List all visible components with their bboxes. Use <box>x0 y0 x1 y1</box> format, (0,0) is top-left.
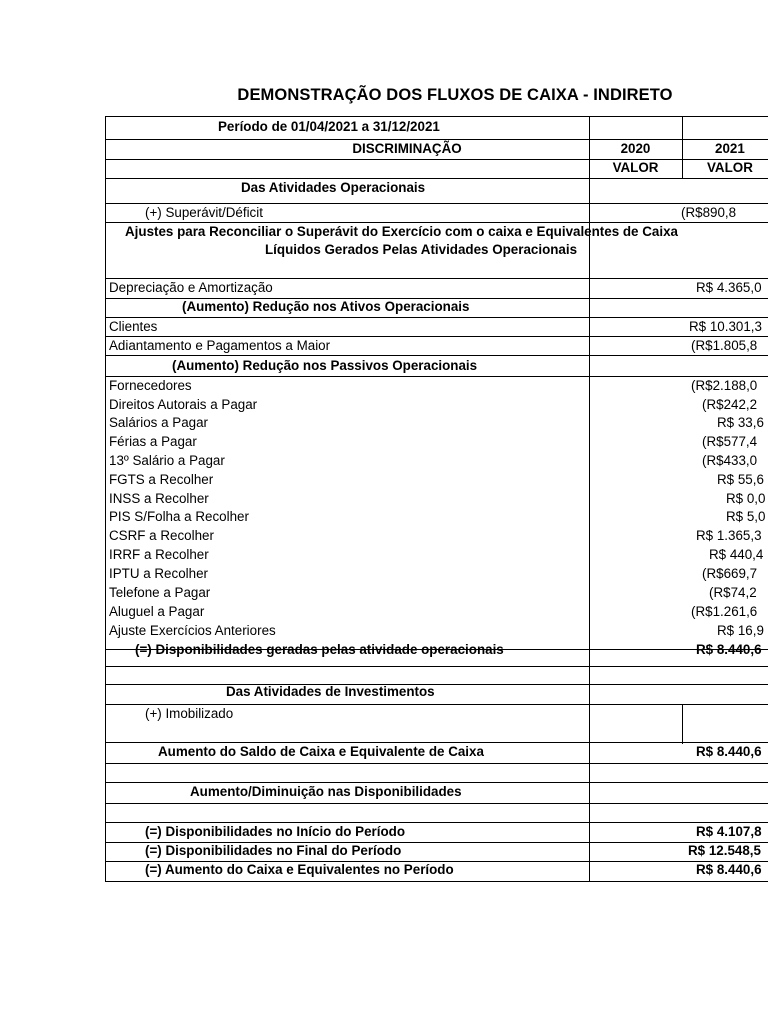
rule <box>105 704 768 705</box>
discriminacao-header: DISCRIMINAÇÃO <box>352 141 462 156</box>
row-label-pis: PIS S/Folha a Recolher <box>109 509 249 524</box>
section-aumento-diminuicao: Aumento/Diminuição nas Disponibilidades <box>190 784 462 799</box>
row-value-direitos: (R$242,2 <box>702 397 758 412</box>
row-value-inss: R$ 0,0 <box>726 491 766 506</box>
row-label-decimo: 13º Salário a Pagar <box>109 453 225 468</box>
period-label: Período de 01/04/2021 a 31/12/2021 <box>218 119 440 134</box>
rule <box>105 203 768 204</box>
row-label-disp-final: (=) Disponibilidades no Final do Período <box>145 843 402 858</box>
rule <box>105 355 768 356</box>
col-divider-investimentos <box>682 704 683 744</box>
section-ajustes-line2: Líquidos Gerados Pelas Atividades Operacionais <box>265 242 578 257</box>
col-divider-2020-header <box>682 116 683 178</box>
row-label-superavit: (+) Superávit/Déficit <box>145 205 263 220</box>
rule <box>105 222 768 223</box>
row-label-adiantamento: Adiantamento e Pagamentos a Maior <box>109 338 331 353</box>
row-value-aumento-saldo: R$ 8.440,6 <box>696 744 762 759</box>
valor-2021-header: VALOR <box>707 160 753 175</box>
row-value-disp-final: R$ 12.548,5 <box>688 843 761 858</box>
year-2020-header: 2020 <box>620 141 651 156</box>
row-label-telefone: Telefone a Pagar <box>109 585 211 600</box>
rule <box>105 763 768 764</box>
row-label-direitos: Direitos Autorais a Pagar <box>109 397 258 412</box>
row-value-ajuste: R$ 16,9 <box>717 623 764 638</box>
row-label-fornecedores: Fornecedores <box>109 378 192 393</box>
row-value-clientes: R$ 10.301,3 <box>689 319 762 334</box>
row-value-csrf: R$ 1.365,3 <box>696 528 762 543</box>
section-passivos: (Aumento) Redução nos Passivos Operacionais <box>172 358 478 373</box>
cash-flow-table <box>105 116 768 882</box>
table-border-bottom <box>105 881 768 882</box>
row-label-iptu: IPTU a Recolher <box>109 566 208 581</box>
rule <box>105 822 768 823</box>
row-value-telefone: (R$74,2 <box>709 585 757 600</box>
row-value-superavit: (R$890,8 <box>681 205 737 220</box>
row-value-aumento-caixa: R$ 8.440,6 <box>696 862 762 877</box>
row-label-aluguel: Aluguel a Pagar <box>109 604 205 619</box>
row-value-fgts: R$ 55,6 <box>717 472 764 487</box>
row-label-csrf: CSRF a Recolher <box>109 528 214 543</box>
row-label-disp-geradas: (=) Disponibilidades geradas pelas atividade operacionais <box>135 642 504 657</box>
valor-2020-header: VALOR <box>612 160 659 175</box>
row-value-irrf: R$ 440,4 <box>709 547 764 562</box>
rule <box>105 178 768 179</box>
document-title: DEMONSTRAÇÃO DOS FLUXOS DE CAIXA - INDIRETO <box>237 86 673 104</box>
section-operacionais: Das Atividades Operacionais <box>241 180 426 195</box>
row-label-clientes: Clientes <box>109 319 158 334</box>
row-value-decimo: (R$433,0 <box>702 453 758 468</box>
row-label-fgts: FGTS a Recolher <box>109 472 214 487</box>
table-border-top <box>105 116 768 117</box>
row-value-disp-inicio: R$ 4.107,8 <box>696 824 762 839</box>
rule <box>105 376 768 377</box>
row-label-ajuste: Ajuste Exercícios Anteriores <box>109 623 276 638</box>
row-label-irrf: IRRF a Recolher <box>109 547 209 562</box>
rule <box>105 317 768 318</box>
row-value-disp-geradas: R$ 8.440,6 <box>696 642 762 657</box>
row-label-salarios: Salários a Pagar <box>109 415 208 430</box>
row-label-inss: INSS a Recolher <box>109 491 209 506</box>
row-value-fornecedores: (R$2.188,0 <box>691 378 758 393</box>
table-border-left <box>105 116 106 882</box>
row-value-salarios: R$ 33,6 <box>717 415 764 430</box>
row-value-depreciacao: R$ 4.365,0 <box>696 280 762 295</box>
row-value-adiantamento: (R$1.805,8 <box>691 338 758 353</box>
row-label-imobilizado: (+) Imobilizado <box>145 706 234 721</box>
rule <box>105 666 768 667</box>
row-value-pis: R$ 5,0 <box>726 509 766 524</box>
rule <box>105 782 768 783</box>
section-investimentos: Das Atividades de Investimentos <box>226 684 435 699</box>
section-ajustes-line1: Ajustes para Reconciliar o Superávit do Exercício com o caixa e Equivalentes de Caixa <box>125 224 678 239</box>
section-ativos: (Aumento) Redução nos Ativos Operacionais <box>182 299 470 314</box>
row-value-aluguel: (R$1.261,6 <box>691 604 758 619</box>
rule <box>105 803 768 804</box>
row-label-aumento-saldo: Aumento do Saldo de Caixa e Equivalente de Caixa <box>158 744 484 759</box>
rule <box>105 336 768 337</box>
row-label-disp-inicio: (=) Disponibilidades no Início do Período <box>145 824 406 839</box>
row-label-ferias: Férias a Pagar <box>109 434 197 449</box>
year-2021-header: 2021 <box>715 141 745 156</box>
row-value-iptu: (R$669,7 <box>702 566 758 581</box>
row-label-depreciacao: Depreciação e Amortização <box>109 280 273 295</box>
rule <box>105 684 768 685</box>
rule <box>105 742 768 743</box>
row-value-ferias: (R$577,4 <box>702 434 758 449</box>
row-label-aumento-caixa: (=) Aumento do Caixa e Equivalentes no Período <box>145 862 454 877</box>
rule <box>105 278 768 279</box>
rule <box>105 139 768 140</box>
